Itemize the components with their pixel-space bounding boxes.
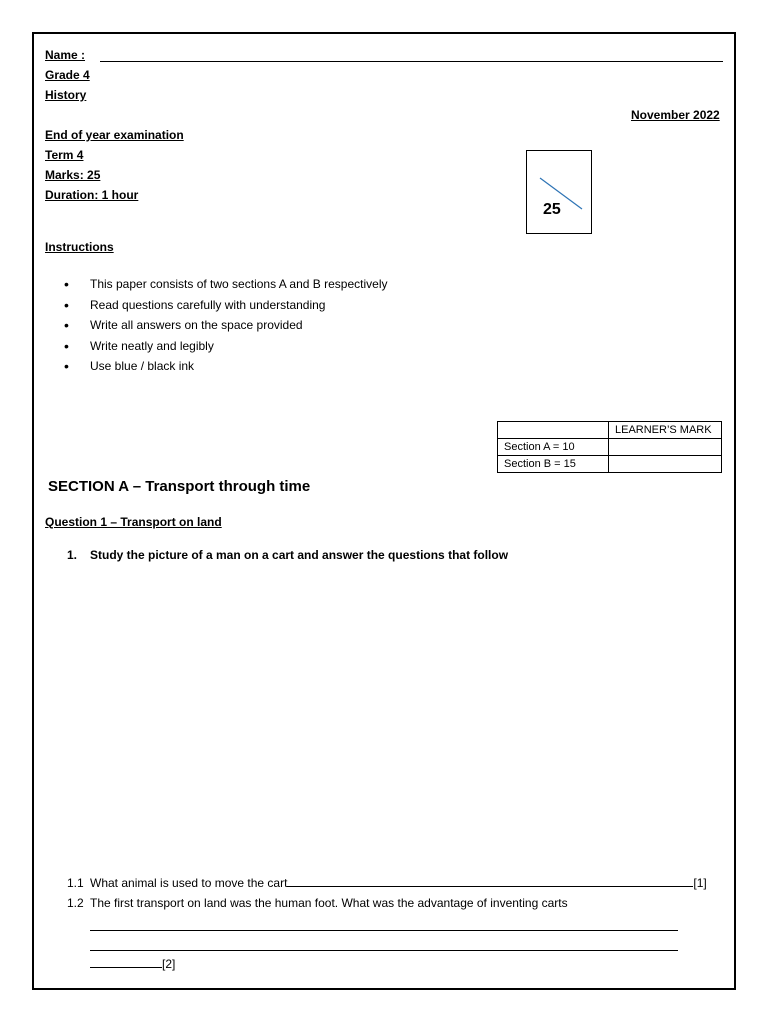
instruction-item: • Write all answers on the space provided	[62, 315, 387, 336]
page-border	[32, 32, 736, 990]
exam-type: End of year examination	[45, 128, 184, 142]
score-box	[526, 150, 592, 234]
marks-table	[497, 421, 722, 473]
instruction-item: • This paper consists of two sections A and B respectively	[62, 274, 387, 295]
grade-label: Grade 4	[45, 68, 90, 82]
q1-text: Study the picture of a man on a cart and answer the questions that follow	[90, 548, 509, 562]
table-row	[498, 422, 722, 439]
q1-2-row	[90, 957, 175, 972]
q1-1-answer-line[interactable]	[287, 886, 693, 887]
table-cell: Section A = 10	[498, 439, 609, 456]
q1-2-answer-line[interactable]	[90, 930, 678, 931]
table-header-cell: LEARNER’S MARK	[609, 422, 722, 439]
learner-mark-cell[interactable]	[609, 456, 722, 473]
section-a-title: SECTION A – Transport through time	[48, 478, 311, 495]
instruction-item: • Read questions carefully with understanding	[62, 295, 387, 316]
learner-mark-cell[interactable]	[609, 439, 722, 456]
score-total: 25	[543, 201, 561, 218]
table-row	[498, 456, 722, 473]
instructions-list	[62, 274, 387, 377]
name-label: Name :	[45, 48, 86, 62]
q1-2-mark: [2]	[162, 957, 176, 971]
table-row	[498, 439, 722, 456]
term-label: Term 4	[45, 148, 84, 162]
q1-1-text: What animal is used to move the cart	[90, 876, 288, 890]
subject-label: History	[45, 88, 87, 102]
q1-1-label: 1.1	[67, 876, 84, 890]
score-slash-icon	[527, 151, 593, 235]
instructions-title: Instructions	[45, 240, 114, 254]
q1-1-mark: [1]	[693, 876, 707, 890]
question-1-title: Question 1 – Transport on land	[45, 515, 222, 529]
instruction-item: • Write neatly and legibly	[62, 336, 387, 357]
q1-1-row	[90, 876, 707, 891]
instruction-item: • Use blue / black ink	[62, 356, 387, 377]
name-line	[100, 61, 723, 62]
table-cell: Section B = 15	[498, 456, 609, 473]
q1-2-answer-line[interactable]	[90, 967, 162, 968]
q1-number: 1.	[67, 548, 78, 562]
table-header-cell	[498, 422, 609, 439]
marks-label: Marks: 25	[45, 168, 101, 182]
q1-2-text: The first transport on land was the human foot. What was the advantage of inventing carts	[90, 896, 568, 910]
q1-2-label: 1.2	[67, 896, 84, 910]
duration-label: Duration: 1 hour	[45, 188, 139, 202]
exam-date: November 2022	[631, 108, 720, 122]
q1-2-answer-line[interactable]	[90, 950, 678, 951]
